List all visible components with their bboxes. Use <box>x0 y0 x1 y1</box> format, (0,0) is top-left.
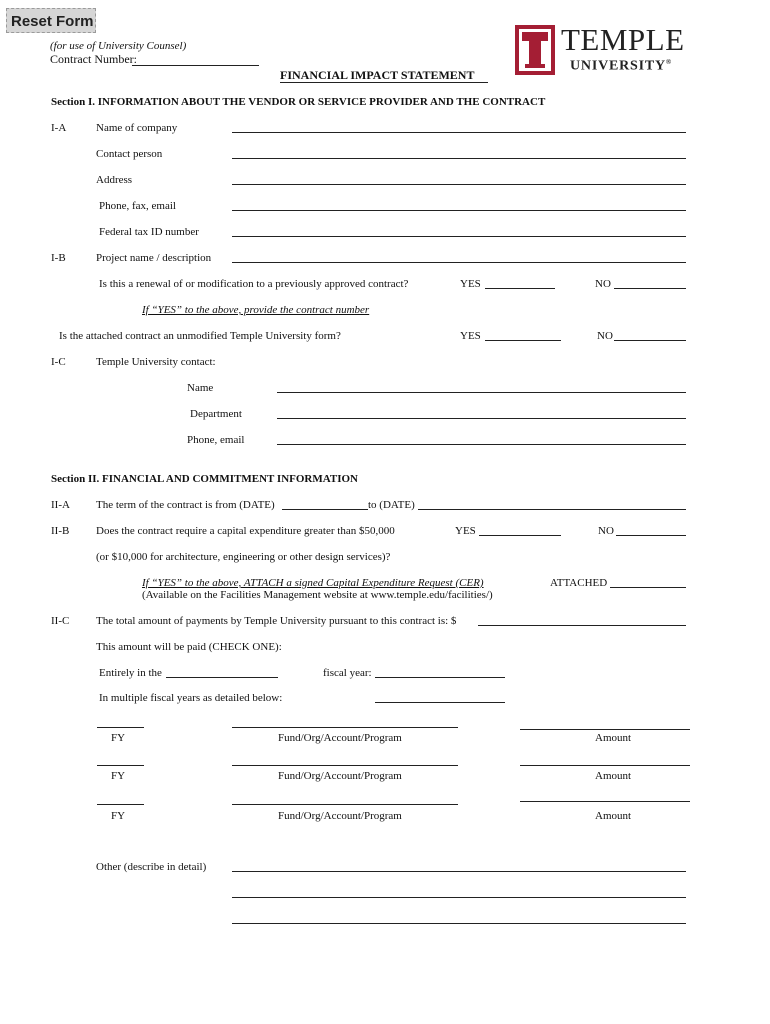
other-label: Other (describe in detail) <box>96 861 207 873</box>
capex-no-label: NO <box>598 525 614 537</box>
paid-label: This amount will be paid (CHECK ONE): <box>96 641 282 653</box>
amount-field[interactable] <box>520 765 690 766</box>
capex-yes-label: YES <box>455 525 476 537</box>
amount-field[interactable] <box>520 801 690 802</box>
ia-code: I-A <box>51 122 67 134</box>
fiscal-year-label: fiscal year: <box>323 667 372 679</box>
amount-label: Amount <box>595 810 632 822</box>
account-field[interactable] <box>232 765 458 766</box>
section1-heading: Section I. INFORMATION ABOUT THE VENDOR OR SERVICE PROVIDER AND THE CONTRACT <box>51 96 546 108</box>
reset-form-button[interactable]: Reset Form <box>6 8 96 33</box>
multiple-years-label: In multiple fiscal years as detailed below: <box>99 692 283 704</box>
counsel-note: (for use of University Counsel) <box>50 40 187 52</box>
tu-department-field[interactable] <box>277 418 686 419</box>
attach-note: If “YES” to the above, ATTACH a signed Capital Expenditure Request (CER) <box>142 577 484 589</box>
field-label-phone-email: Phone, email <box>187 434 245 446</box>
capex-question: Does the contract require a capital expenditure greater than $50,000 <box>96 525 395 537</box>
unmodified-no-label: NO <box>597 330 613 342</box>
contract-number-field[interactable] <box>132 65 259 66</box>
multiple-years-field[interactable] <box>375 702 505 703</box>
capex-question2: (or $10,000 for architecture, engineering or other design services)? <box>96 551 391 563</box>
fy-field[interactable] <box>97 727 144 728</box>
logo-name: TEMPLE <box>561 22 685 57</box>
tu-contact-label: Temple University contact: <box>96 356 216 368</box>
contract-number-label: Contract Number: <box>50 52 137 66</box>
attached-label: ATTACHED <box>550 577 608 589</box>
unmodified-yes-label: YES <box>460 330 481 342</box>
fy-field[interactable] <box>97 765 144 766</box>
renewal-no-label: NO <box>595 278 611 290</box>
other-field-3[interactable] <box>232 923 686 924</box>
unmodified-question: Is the attached contract an unmodified Temple University form? <box>59 330 341 342</box>
iia-code: II-A <box>51 499 70 511</box>
temple-university-logo <box>515 22 695 75</box>
field-label-project: Project name / description <box>96 252 212 264</box>
field-label-taxid: Federal tax ID number <box>99 226 199 238</box>
renewal-yes-field[interactable] <box>485 288 555 289</box>
term-to-field[interactable] <box>418 509 686 510</box>
account-label: Fund/Org/Account/Program <box>278 810 402 822</box>
capex-yes-field[interactable] <box>479 535 561 536</box>
unmodified-yes-field[interactable] <box>485 340 561 341</box>
amount-field[interactable] <box>520 729 690 730</box>
if-yes-note: If “YES” to the above, provide the contract number <box>142 304 370 316</box>
iib-code: II-B <box>51 525 70 537</box>
fy-label: FY <box>111 770 126 782</box>
phone-fax-email-field[interactable] <box>232 210 686 211</box>
term-from-field[interactable] <box>282 509 368 510</box>
field-label-department: Department <box>190 408 242 420</box>
title-underline <box>280 82 488 83</box>
capex-no-field[interactable] <box>616 535 686 536</box>
renewal-question: Is this a renewal of or modification to a previously approved contract? <box>99 278 409 290</box>
field-label-company: Name of company <box>96 122 178 134</box>
tu-phone-email-field[interactable] <box>277 444 686 445</box>
address-field[interactable] <box>232 184 686 185</box>
company-field[interactable] <box>232 132 686 133</box>
attached-field[interactable] <box>610 587 686 588</box>
term-label: The term of the contract is from (DATE) <box>96 499 275 511</box>
field-label-phone: Phone, fax, email <box>99 200 176 212</box>
account-label: Fund/Org/Account/Program <box>278 770 402 782</box>
available-note: (Available on the Facilities Management website at www.temple.edu/facilities/) <box>142 589 493 601</box>
tax-id-field[interactable] <box>232 236 686 237</box>
tu-contact-name-field[interactable] <box>277 392 686 393</box>
contact-person-field[interactable] <box>232 158 686 159</box>
account-field[interactable] <box>232 727 458 728</box>
entirely-label: Entirely in the <box>99 667 162 679</box>
unmodified-no-field[interactable] <box>614 340 686 341</box>
logo-sub: UNIVERSITY® <box>570 58 672 74</box>
term-to-label: to (DATE) <box>368 499 415 511</box>
section2-heading: Section II. FINANCIAL AND COMMITMENT INFORMATION <box>51 473 358 485</box>
amount-label: Amount <box>595 732 632 744</box>
other-field-1[interactable] <box>232 871 686 872</box>
account-label: Fund/Org/Account/Program <box>278 732 402 744</box>
fiscal-year-field[interactable] <box>375 677 505 678</box>
field-label-address: Address <box>96 174 133 186</box>
renewal-no-field[interactable] <box>614 288 686 289</box>
field-label-name: Name <box>187 382 214 394</box>
account-field[interactable] <box>232 804 458 805</box>
form-title: FINANCIAL IMPACT STATEMENT <box>280 68 475 82</box>
amount-label: Amount <box>595 770 632 782</box>
entirely-field[interactable] <box>166 677 278 678</box>
iic-code: II-C <box>51 615 70 627</box>
fy-label: FY <box>111 732 126 744</box>
renewal-yes-label: YES <box>460 278 481 290</box>
other-field-2[interactable] <box>232 897 686 898</box>
fy-field[interactable] <box>97 804 144 805</box>
field-label-contact: Contact person <box>96 148 163 160</box>
project-field[interactable] <box>232 262 686 263</box>
ic-code: I-C <box>51 356 66 368</box>
ib-code: I-B <box>51 252 66 264</box>
fy-label: FY <box>111 810 126 822</box>
total-amount-label: The total amount of payments by Temple University pursuant to this contract is: $ <box>96 615 457 627</box>
total-amount-field[interactable] <box>478 625 686 626</box>
temple-t-icon <box>515 25 555 75</box>
